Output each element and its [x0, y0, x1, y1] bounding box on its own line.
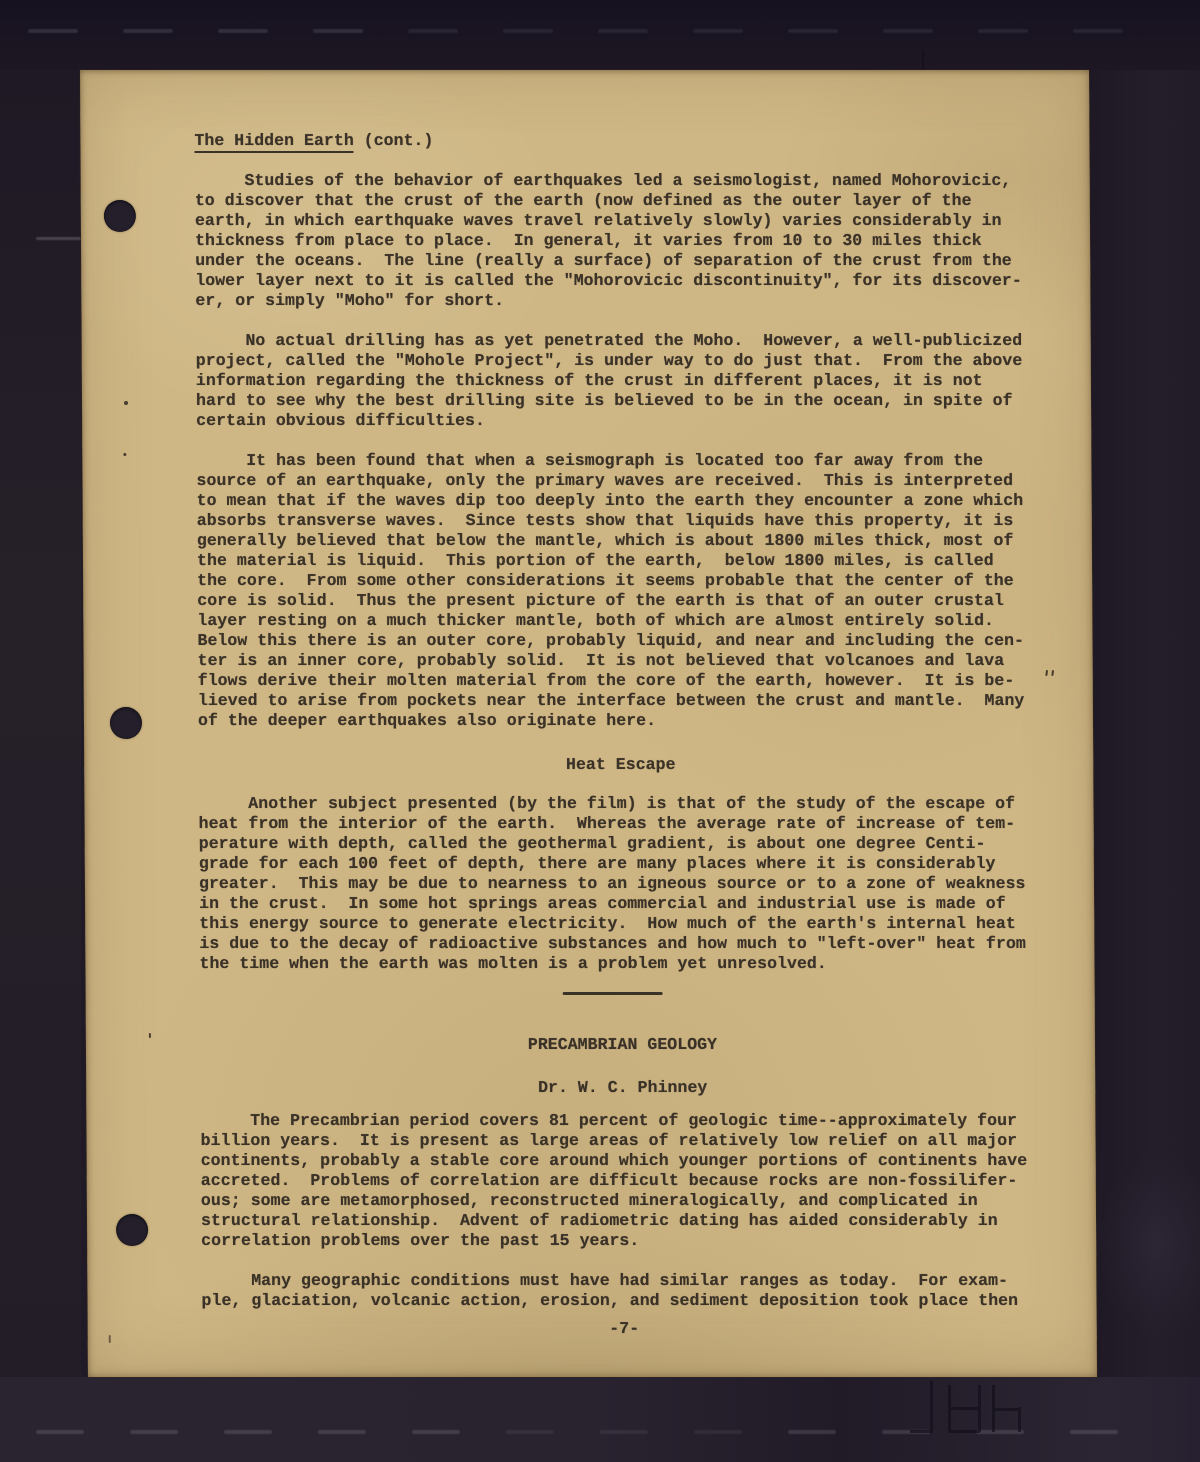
paper-speck	[124, 401, 128, 405]
document-page	[80, 70, 1097, 1377]
film-background-left	[0, 70, 81, 1378]
scan-artifact-line	[922, 50, 924, 71]
punch-hole-top	[104, 200, 136, 232]
paragraph-core-structure: It has been found that when a seismograph is located too far away from the source of an earthquake, only the primary waves are received. This is interpreted to mean that if the waves dip too deeply into the earth they encounter a zone which absorbs transverse waves. Since tests show that liquids have this property, it is generally believed that below the mantle, which is about 1800 miles thick, most of the material is liquid. This portion of the earth, below 1800 miles, is called the core. From some other considerations it seems probable that the center of the core is solid. Thus the present picture of the earth is that of an outer crustal layer resting on a much thicker mantle, both of which are almost entirely solid. Below this there is an outer core, probably liquid, and near and including the cen- ter is an inner core, probably solid. It is not believed that volcanoes and lava flows derive their molten material from the core of the earth, however. It is be- lieved to arise from pockets near the interface between the crust and mantle. Many of the deeper earthquakes also originate here.	[196, 451, 1025, 730]
scan-artifact-dash	[36, 237, 81, 240]
heading-heat-escape: Heat Escape	[565, 755, 676, 774]
punch-hole-middle	[110, 707, 142, 739]
film-background-glow	[1095, 1150, 1200, 1340]
heading-speaker-name: Dr. W. C. Phinney	[538, 1078, 708, 1097]
paper-speck	[123, 453, 126, 456]
paragraph-precambrian-overview: The Precambrian period covers 81 percent of geologic time--approximately four billion years. It is present as large areas of relatively low relief on all major continents, probably a stable core around which younger portions of continents have accreted. Problems of correlation are difficult because rocks are non-fossilifer- ous; some are metamorphosed, reconstructed mineralogically, and complicated in structural relationship. Advent of radiometric dating has aided considerably in correlation problems over the past 15 years.	[200, 1111, 1028, 1250]
punch-hole-bottom	[116, 1214, 148, 1246]
document-title-suffix: (cont.)	[353, 131, 434, 150]
paragraph-moho-discovery: Studies of the behavior of earthquakes led a seismologist, named Mohorovicic, to discover that the crust of the earth (now defined as the outer layer of the earth, in which earthquake waves travel relatively slowly) varies considerably in thickness from place to place. In general, it varies from 10 to 30 miles thick under the oceans. The line (really a surface) of separation of the crust from the lower layer next to it is called the "Mohorovicic discontinuity", for its discover- er, or simply "Moho" for short.	[194, 171, 1022, 310]
paragraph-geographic-conditions: Many geographic conditions must have had similar ranges as today. For exam- ple, glaciation, volcanic action, erosion, and sediment deposition took place then	[201, 1271, 1019, 1310]
typewritten-content	[194, 70, 1047, 1377]
film-background-top	[0, 0, 1200, 70]
scan-artifact-frames	[908, 1378, 1038, 1438]
paper-speck	[149, 1033, 151, 1038]
heading-precambrian-geology: PRECAMBRIAN GEOLOGY	[527, 1035, 718, 1054]
section-divider-rule	[563, 992, 663, 995]
paper-speck	[109, 1335, 111, 1343]
paper-speck	[1051, 670, 1054, 676]
paper-speck	[1045, 670, 1048, 676]
paragraph-heat-escape: Another subject presented (by the film) is that of the study of the escape of heat from the interior of the earth. Whereas the average rate of increase of tem- perature with depth, called the geothermal gradient, is about one degree Centi- grade for each 100 feet of depth, there are many places where it is considerably greater. This may be due to nearness to an igneous source or to a zone of weakness in the crust. In some hot springs areas commercial and industrial use is made of this energy source to generate electricity. How much of the earth's internal heat is due to the decay of radioactive substances and how much to "left-over" heat from the time when the earth was molten is a problem yet unresolved.	[198, 794, 1026, 973]
page-number: -7-	[609, 1319, 640, 1338]
paragraph-mohole-project: No actual drilling has as yet penetrated the Moho. However, a well-publicized project, called the "Mohole Project", is under way to do just that. From the above information regarding the thickness of the crust in different places, it is not hard to see why the best drilling site is believed to be in the ocean, in spite of certain obvious difficulties.	[195, 331, 1023, 430]
document-title	[194, 131, 1039, 151]
document-title-underlined: The Hidden Earth	[194, 131, 353, 153]
